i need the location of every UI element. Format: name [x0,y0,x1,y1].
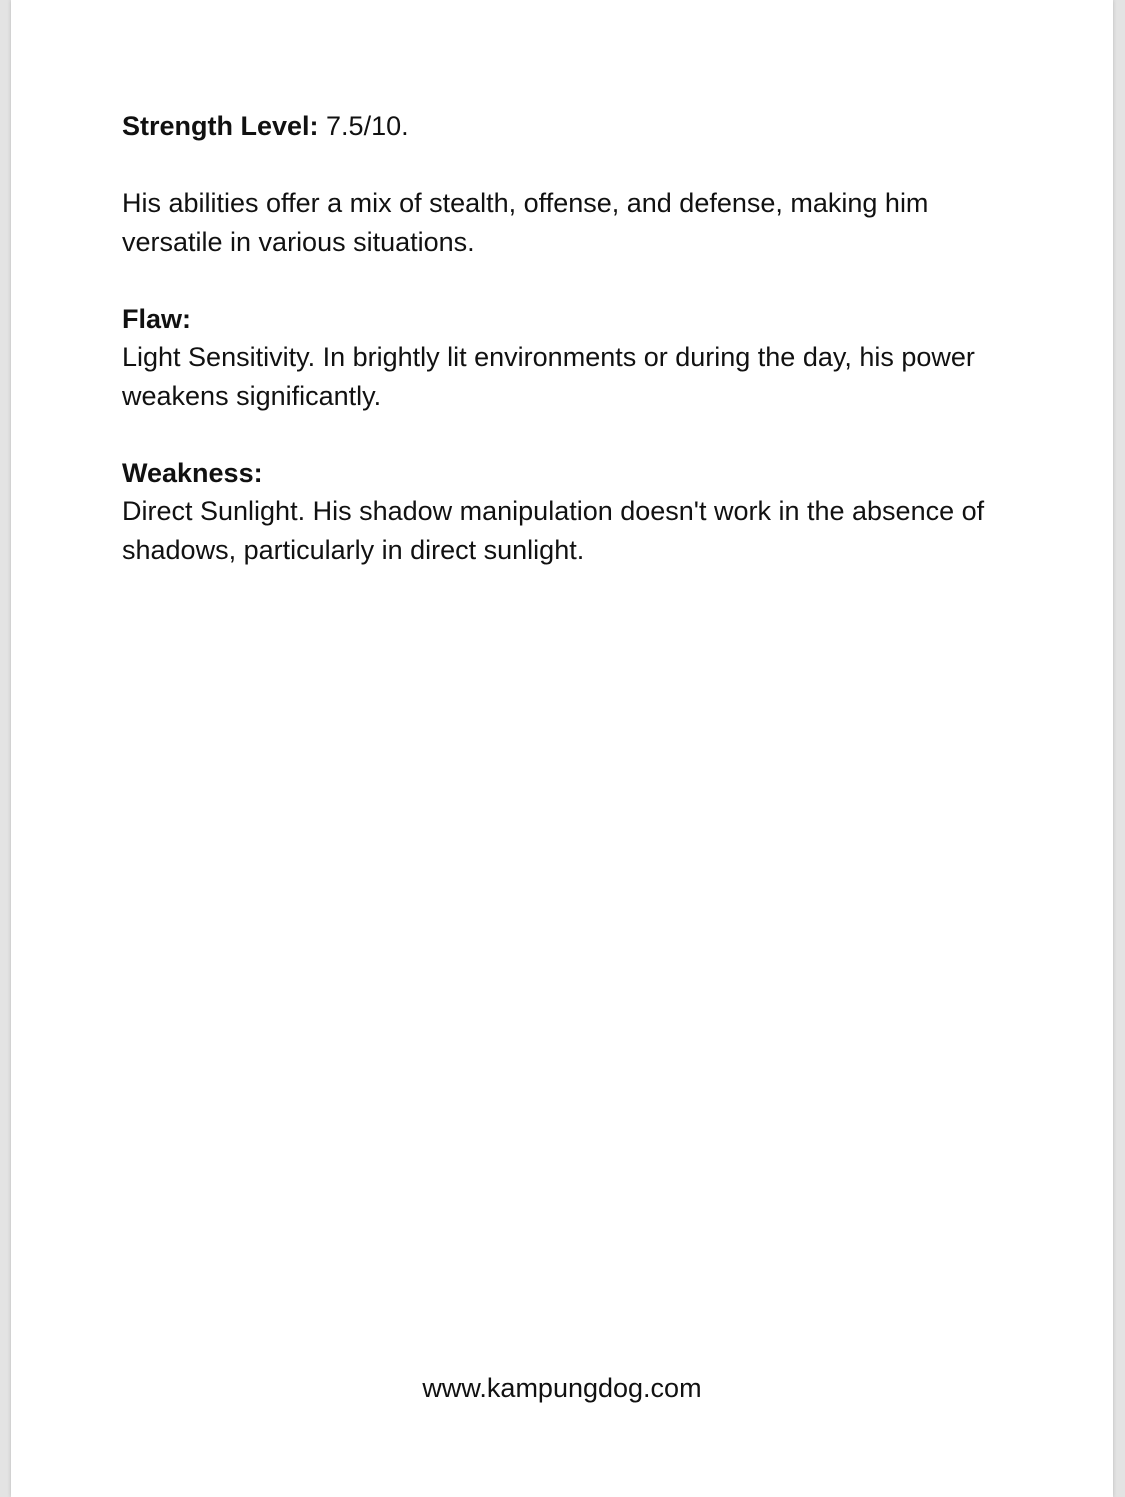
weakness-heading: Weakness: [122,457,263,488]
footer-url: www.kampungdog.com [422,1373,702,1403]
abilities-paragraph: His abilities offer a mix of stealth, offense, and defense, making him versatile in various situations. [122,188,929,257]
flaw-text: Light Sensitivity. In brightly lit environments or during the day, his power weakens significantly. [122,342,975,411]
flaw-section [122,300,1002,416]
weakness-section [122,454,1002,570]
strength-level-label: Strength Level: [122,111,319,141]
strength-level-line [122,107,1002,146]
strength-level-value: 7.5/10. [318,111,409,141]
document-page [11,0,1113,1497]
flaw-heading: Flaw: [122,303,192,334]
page-content [122,107,1002,608]
weakness-text: Direct Sunlight. His shadow manipulation doesn't work in the absence of shadows, particularly in direct sunlight. [122,496,985,565]
